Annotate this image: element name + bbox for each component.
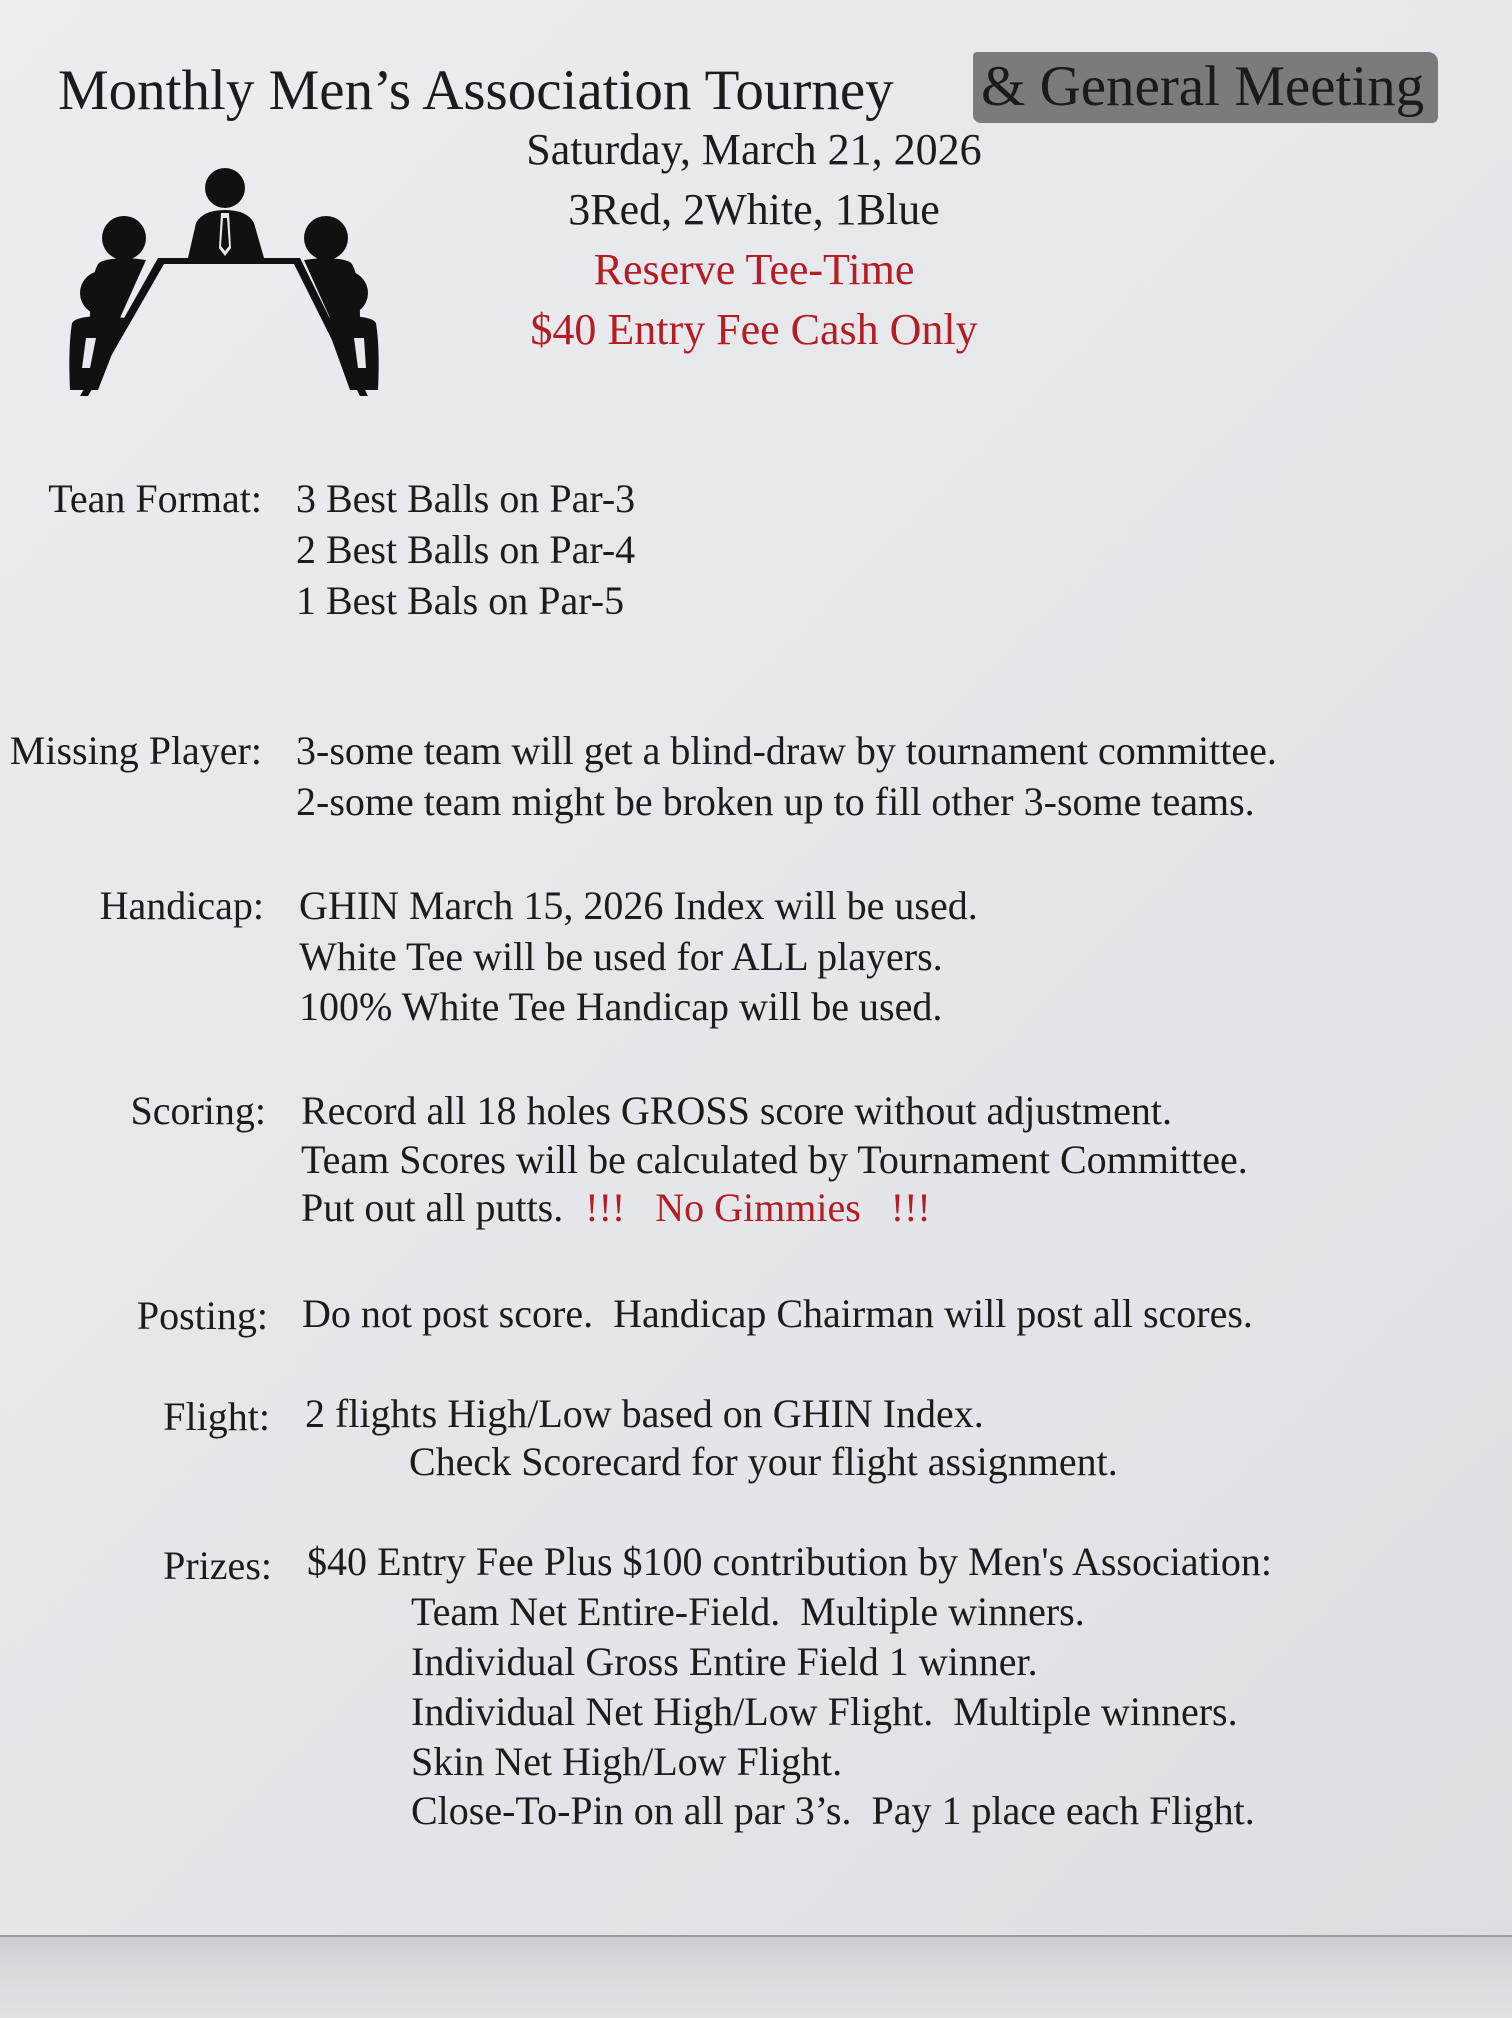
prizes-line-6: Close-To-Pin on all par 3’s. Pay 1 place each Flight.: [411, 1788, 1255, 1833]
flight-label: Flight:: [163, 1394, 270, 1439]
putts-rule: Put out all putts.: [301, 1185, 564, 1230]
prizes-line-3: Individual Gross Entire Field 1 winner.: [411, 1639, 1038, 1684]
prizes-line-5: Skin Net High/Low Flight.: [411, 1739, 843, 1784]
posting-line-1: Do not post score. Handicap Chairman will post all scores.: [302, 1291, 1253, 1336]
flight-line-2: Check Scorecard for your flight assignment.: [409, 1439, 1118, 1484]
prizes-line-4: Individual Net High/Low Flight. Multiple winners.: [411, 1689, 1238, 1734]
team-format-label: Tean Format:: [48, 476, 262, 521]
team-format-line-3: 1 Best Bals on Par-5: [296, 578, 625, 623]
title-highlighted: & General Meeting: [973, 52, 1438, 123]
title-main: Monthly Men’s Association Tourney: [58, 59, 894, 122]
reserve-notice: Reserve Tee-Time: [593, 245, 915, 294]
handicap-line-3: 100% White Tee Handicap will be used.: [299, 984, 943, 1029]
scoring-line-2: Team Scores will be calculated by Tournament Committee.: [301, 1137, 1248, 1182]
prizes-line-2: Team Net Entire-Field. Multiple winners.: [411, 1589, 1085, 1634]
entry-fee-notice: $40 Entry Fee Cash Only: [530, 305, 978, 354]
tee-allocation: 3Red, 2White, 1Blue: [568, 185, 940, 234]
missing-player-label: Missing Player:: [9, 728, 262, 773]
paper-bottom-edge: [0, 1935, 1512, 2018]
missing-player-line-2: 2-some team might be broken up to fill other 3-some teams.: [296, 779, 1255, 824]
scoring-line-1: Record all 18 holes GROSS score without adjustment.: [301, 1088, 1173, 1133]
scoring-label: Scoring:: [130, 1088, 266, 1133]
team-format-line-2: 2 Best Balls on Par-4: [296, 527, 636, 572]
event-date: Saturday, March 21, 2026: [526, 125, 982, 174]
team-format-line-1: 3 Best Balls on Par-3: [296, 476, 636, 521]
posting-label: Posting:: [136, 1293, 268, 1338]
handicap-label: Handicap:: [99, 883, 264, 928]
handicap-line-2: White Tee will be used for ALL players.: [299, 934, 943, 979]
prizes-line-1: $40 Entry Fee Plus $100 contribution by Men's Association:: [307, 1539, 1272, 1584]
missing-player-line-1: 3-some team will get a blind-draw by tournament committee.: [296, 728, 1277, 773]
meeting-table-icon: [68, 168, 380, 400]
flight-line-1: 2 flights High/Low based on GHIN Index.: [305, 1391, 984, 1436]
prizes-label: Prizes:: [163, 1543, 272, 1588]
scoring-line-3: [301, 1184, 931, 1231]
no-gimmies-warning: !!! No Gimmies !!!: [585, 1185, 931, 1230]
handicap-line-1: GHIN March 15, 2026 Index will be used.: [299, 883, 978, 928]
